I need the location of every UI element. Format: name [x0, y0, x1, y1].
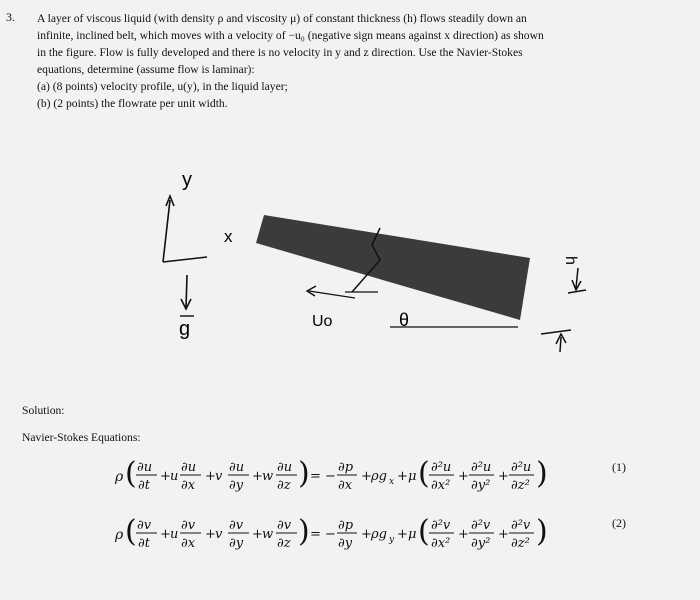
svg-text:∂t: ∂t: [138, 536, 150, 551]
svg-text:=: =: [310, 527, 321, 542]
svg-text:): ): [536, 514, 548, 549]
svg-text:∂z: ∂z: [277, 478, 291, 493]
navier-stokes-equation-1: [0, 446, 600, 502]
svg-text:∂z: ∂z: [277, 536, 291, 551]
svg-text:(: (: [125, 514, 137, 549]
svg-text:∂y: ∂y: [338, 536, 353, 551]
svg-text:−: −: [325, 527, 336, 542]
svg-text:∂p: ∂p: [338, 518, 354, 533]
svg-text:x: x: [389, 477, 395, 487]
problem-number: 3.: [6, 10, 15, 24]
svg-text:∂y²: ∂y²: [471, 536, 491, 551]
svg-text:y: y: [389, 535, 395, 545]
svg-text:∂x²: ∂x²: [431, 536, 451, 551]
svg-text:+: +: [361, 469, 372, 484]
svg-text:μ: μ: [408, 527, 417, 542]
svg-text:∂v: ∂v: [181, 518, 196, 533]
svg-text:w: w: [262, 469, 274, 484]
svg-text:+: +: [160, 469, 171, 484]
equation-2-number: (2): [612, 516, 626, 530]
svg-text:∂z²: ∂z²: [511, 478, 530, 493]
svg-text:ρg: ρg: [371, 469, 387, 484]
u0-label: Uo: [312, 313, 333, 330]
svg-text:∂v: ∂v: [277, 518, 292, 533]
svg-text:∂x: ∂x: [338, 478, 353, 493]
svg-text:+: +: [397, 527, 408, 542]
h-bottom-arrow: [560, 337, 561, 352]
problem-text: [37, 10, 692, 112]
h-label: h: [562, 256, 579, 265]
svg-text:∂x: ∂x: [181, 478, 196, 493]
problem-line: (a) (8 points) velocity profile, u(y), in the liquid layer;: [37, 80, 288, 93]
svg-text:∂v: ∂v: [137, 518, 152, 533]
inclined-belt: [256, 215, 530, 320]
svg-text:+: +: [498, 469, 509, 484]
svg-text:∂x²: ∂x²: [431, 478, 451, 493]
problem-line: (b) (2 points) the flowrate per unit width.: [37, 97, 228, 110]
x-axis: [163, 257, 207, 262]
h-bottom-tick: [541, 330, 571, 334]
svg-text:∂u: ∂u: [277, 460, 293, 475]
svg-text:+: +: [397, 469, 408, 484]
svg-text:w: w: [262, 527, 274, 542]
svg-text:(: (: [418, 514, 430, 549]
h-top-tick: [568, 290, 586, 293]
svg-text:ρ: ρ: [115, 469, 124, 485]
gravity-label: g: [179, 318, 191, 340]
equation-1-number: (1): [612, 460, 626, 474]
y-axis: [163, 200, 170, 262]
svg-text:u: u: [170, 469, 179, 484]
solution-heading: Solution:: [22, 404, 65, 417]
svg-text:∂²v: ∂²v: [471, 518, 491, 533]
theta-label: θ: [399, 310, 410, 330]
x-axis-label: x: [224, 227, 233, 246]
svg-text:+: +: [160, 527, 171, 542]
svg-text:∂p: ∂p: [338, 460, 354, 475]
problem-line: infinite, inclined belt, which moves with a velocity of −u₀ (negative sign means against x direction) as shown: [37, 29, 544, 42]
svg-text:=: =: [310, 469, 321, 484]
svg-text:∂u: ∂u: [229, 460, 245, 475]
problem-line: in the figure. Flow is fully developed and there is no velocity in y and z direction. Use the Navier-Stokes: [37, 46, 523, 59]
svg-text:∂u: ∂u: [181, 460, 197, 475]
svg-text:+: +: [205, 469, 216, 484]
svg-text:ρ: ρ: [115, 527, 124, 543]
svg-text:∂t: ∂t: [138, 478, 150, 493]
svg-text:∂x: ∂x: [181, 536, 196, 551]
svg-text:+: +: [361, 527, 372, 542]
svg-text:∂y: ∂y: [229, 536, 244, 551]
svg-text:(: (: [418, 456, 430, 491]
svg-text:∂²v: ∂²v: [431, 518, 451, 533]
svg-text:): ): [298, 514, 310, 549]
inclined-belt-diagram: [0, 150, 700, 380]
y-axis-label: y: [182, 169, 192, 191]
svg-text:∂²u: ∂²u: [511, 460, 532, 475]
svg-text:ρg: ρg: [371, 527, 387, 542]
svg-text:+: +: [498, 527, 509, 542]
svg-text:∂²v: ∂²v: [511, 518, 531, 533]
gravity-arrow: [186, 275, 187, 308]
svg-text:(: (: [125, 456, 137, 491]
svg-text:): ): [298, 456, 310, 491]
svg-text:∂²u: ∂²u: [471, 460, 492, 475]
svg-text:+: +: [458, 469, 469, 484]
h-top-arrow: [576, 268, 578, 288]
svg-text:): ): [536, 456, 548, 491]
svg-text:+: +: [252, 469, 263, 484]
svg-text:u: u: [170, 527, 179, 542]
svg-text:∂u: ∂u: [137, 460, 153, 475]
navier-stokes-equation-2: [0, 504, 600, 560]
svg-text:v: v: [215, 469, 223, 484]
svg-text:+: +: [205, 527, 216, 542]
svg-text:∂y: ∂y: [229, 478, 244, 493]
svg-text:+: +: [458, 527, 469, 542]
svg-text:−: −: [325, 469, 336, 484]
svg-text:∂z²: ∂z²: [511, 536, 530, 551]
navier-stokes-title: Navier-Stokes Equations:: [22, 431, 141, 444]
svg-text:μ: μ: [408, 469, 417, 484]
problem-line: equations, determine (assume flow is laminar):: [37, 63, 255, 76]
problem-line: A layer of viscous liquid (with density ρ and viscosity μ) of constant thickness (h) flows steadily down an: [37, 12, 527, 25]
svg-text:∂v: ∂v: [229, 518, 244, 533]
svg-text:v: v: [215, 527, 223, 542]
svg-text:∂²u: ∂²u: [431, 460, 452, 475]
svg-text:∂y²: ∂y²: [471, 478, 491, 493]
svg-text:+: +: [252, 527, 263, 542]
